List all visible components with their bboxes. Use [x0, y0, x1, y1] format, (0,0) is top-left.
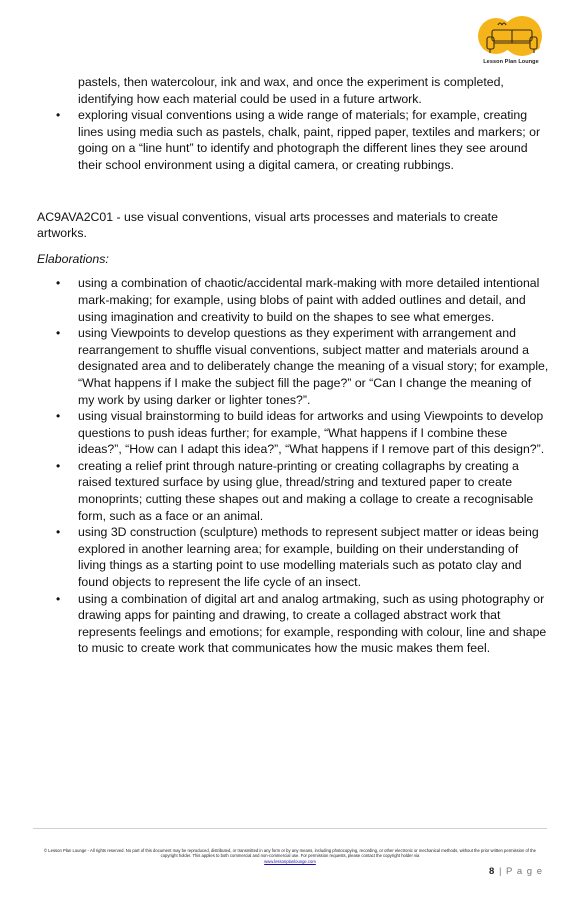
elaborations-list	[37, 275, 549, 657]
logo	[476, 16, 550, 72]
footer-link[interactable]: www.lessonplanlounge.com	[264, 858, 316, 864]
continued-bullet-text: pastels, then watercolour, ink and wax, and once the experiment is completed, identifying how each material could be used in a future artwork.	[78, 75, 504, 106]
sofa-logo-icon	[476, 16, 550, 62]
list-item: • creating a relief print through nature-printing or creating collagraphs by creating a raised textured surface by using glue, thread/string and textured paper to create monoprints; cutting these shapes out and making a collage to create a recognisable form, such as a face or an animal.	[37, 458, 549, 524]
footer-copyright	[40, 848, 540, 864]
elaborations-label: Elaborations:	[37, 251, 109, 266]
list-item: • using a combination of chaotic/accidental mark-making with more detailed intentional mark-making; for example, using blobs of paint with added outlines and detail, and using imagination and creativity to build on the shapes to see what emerges.	[37, 275, 549, 325]
list-item: • using a combination of digital art and analog artmaking, such as using photography or drawing apps for painting and drawing, to create a collaged abstract work that represents feelings and emotions; for example, responding with colour, line and shape to music to create work that communicates how the music makes them feel.	[37, 591, 549, 657]
page-number	[489, 866, 543, 877]
page-label: | P a g e	[498, 866, 543, 877]
top-bullet-list	[37, 107, 549, 173]
logo-text: Lesson Plan Lounge	[483, 59, 539, 65]
content-description	[37, 209, 549, 242]
document-body	[37, 74, 549, 657]
list-item: • exploring visual conventions using a wide range of materials; for example, creating lines using media such as pastels, chalk, paint, ripped paper, textiles and markers; or going on a “line hunt” to identify and photograph the different lines they see around their school environment using a digital camera, or creating rubbings.	[37, 107, 549, 173]
page-number-value: 8	[489, 866, 496, 877]
list-item: • using visual brainstorming to build ideas for artworks and using Viewpoints to develop questions to push ideas further; for example, “What happens if I combine these ideas?”, “How can I adapt this idea?”, “What happens if I remove part of this design?”.	[37, 408, 549, 458]
content-description-text: - use visual conventions, visual arts processes and materials to create artworks.	[37, 209, 498, 241]
curriculum-code: AC9AVA2C01	[37, 209, 114, 224]
footer-divider	[33, 828, 547, 829]
copyright-text: © Lesson Plan Lounge - All rights reserved. No part of this document may be reproduced, distributed, or transmitted in any form or by any means, including photocopying, recording, or other electronic or mechanical methods, without the prior written permission of the copyright holder. This applies to both commercial and non-commercial use. For permission requests, please contact the copyright holder via	[44, 848, 536, 859]
list-item: • using 3D construction (sculpture) methods to represent subject matter or ideas being explored in another learning area; for example, building on their understanding of living things as a starting point to use modelling materials such as potato clay and found objects to represent the life cycle of an insect.	[37, 524, 549, 590]
list-item: • using Viewpoints to develop questions as they experiment with arrangement and rearrangement to shuffle visual conventions, subject matter and materials around a designated area and to deliberately change the meaning of a visual story; for example, “What happens if I make the subject fill the page?” or “Can I change the meaning of my work by using darker or lighter tones?”.	[37, 325, 549, 408]
